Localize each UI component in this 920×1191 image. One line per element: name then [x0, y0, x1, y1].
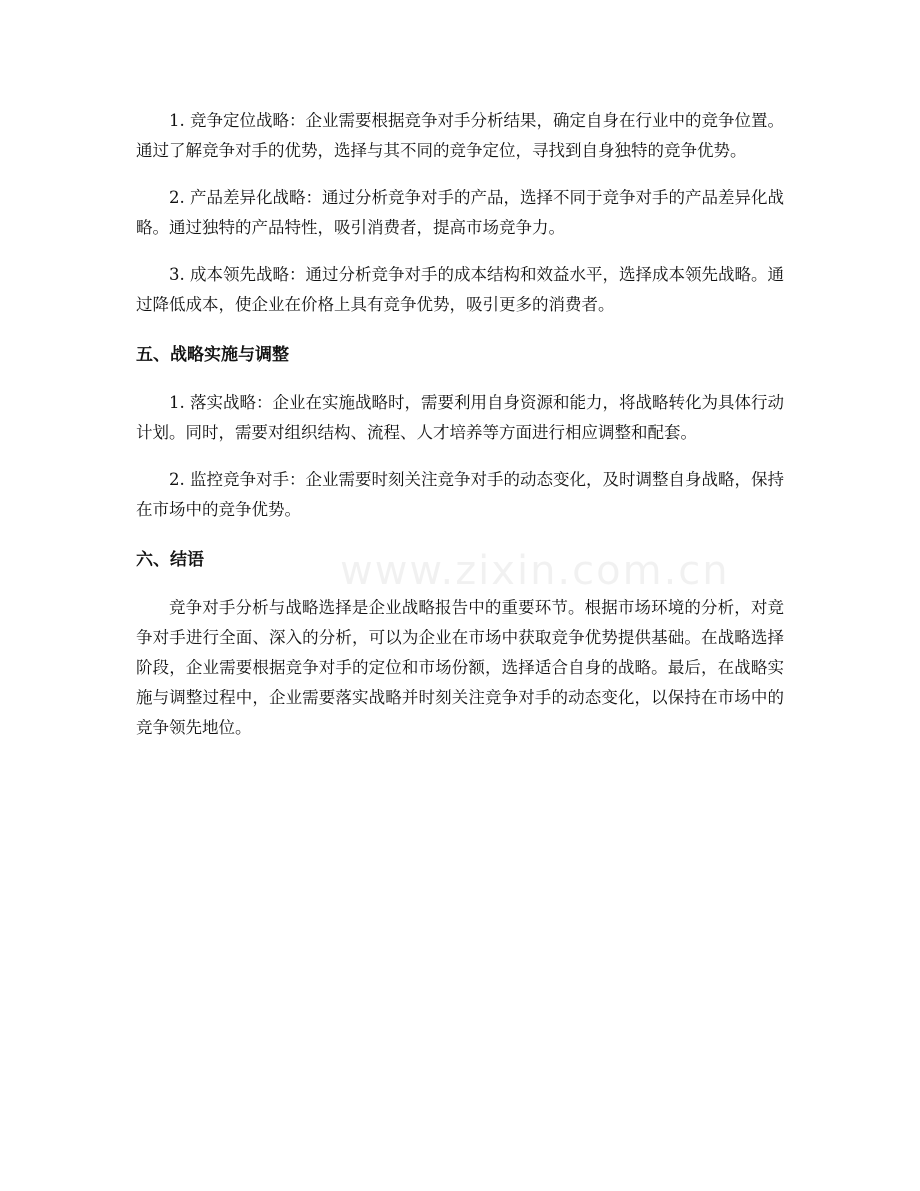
paragraph-implement-strategy: 1. 落实战略：企业在实施战略时，需要利用自身资源和能力，将战略转化为具体行动计划。同时，需要对组织结构、流程、人才培养等方面进行相应调整和配套。: [136, 393, 784, 442]
paragraph-cost-leadership: 3. 成本领先战略：通过分析竞争对手的成本结构和效益水平，选择成本领先战略。通过降低成本，使企业在价格上具有竞争优势，吸引更多的消费者。: [136, 265, 784, 314]
paragraph-monitor-competitors: 2. 监控竞争对手：企业需要时刻关注竞争对手的动态变化，及时调整自身战略，保持在市场中的竞争优势。: [136, 470, 784, 519]
section-heading-conclusion: 六、结语: [136, 550, 204, 570]
implementation-section: [136, 341, 784, 525]
watermark: www.zixin.com.cn: [340, 548, 730, 594]
conclusion-section: [136, 546, 784, 743]
document-page: [136, 106, 784, 743]
paragraph-competitive-positioning: 1. 竞争定位战略：企业需要根据竞争对手分析结果，确定自身在行业中的竞争位置。通过了解竞争对手的优势，选择与其不同的竞争定位，寻找到自身独特的竞争优势。: [136, 111, 784, 160]
paragraph-conclusion: 竞争对手分析与战略选择是企业战略报告中的重要环节。根据市场环境的分析，对竞争对手进行全面、深入的分析，可以为企业在市场中获取竞争优势提供基础。在战略选择阶段，企业需要根据竞争对手的定位和市场份额，选择适合自身的战略。最后，在战略实施与调整过程中，企业需要落实战略并时刻关注竞争对手的动态变化，以保持在市场中的竞争领先地位。: [136, 598, 784, 737]
strategy-list-section: [136, 106, 784, 320]
paragraph-product-differentiation: 2. 产品差异化战略：通过分析竞争对手的产品，选择不同于竞争对手的产品差异化战略。通过独特的产品特性，吸引消费者，提高市场竞争力。: [136, 188, 784, 237]
section-heading-implementation: 五、战略实施与调整: [136, 345, 289, 365]
